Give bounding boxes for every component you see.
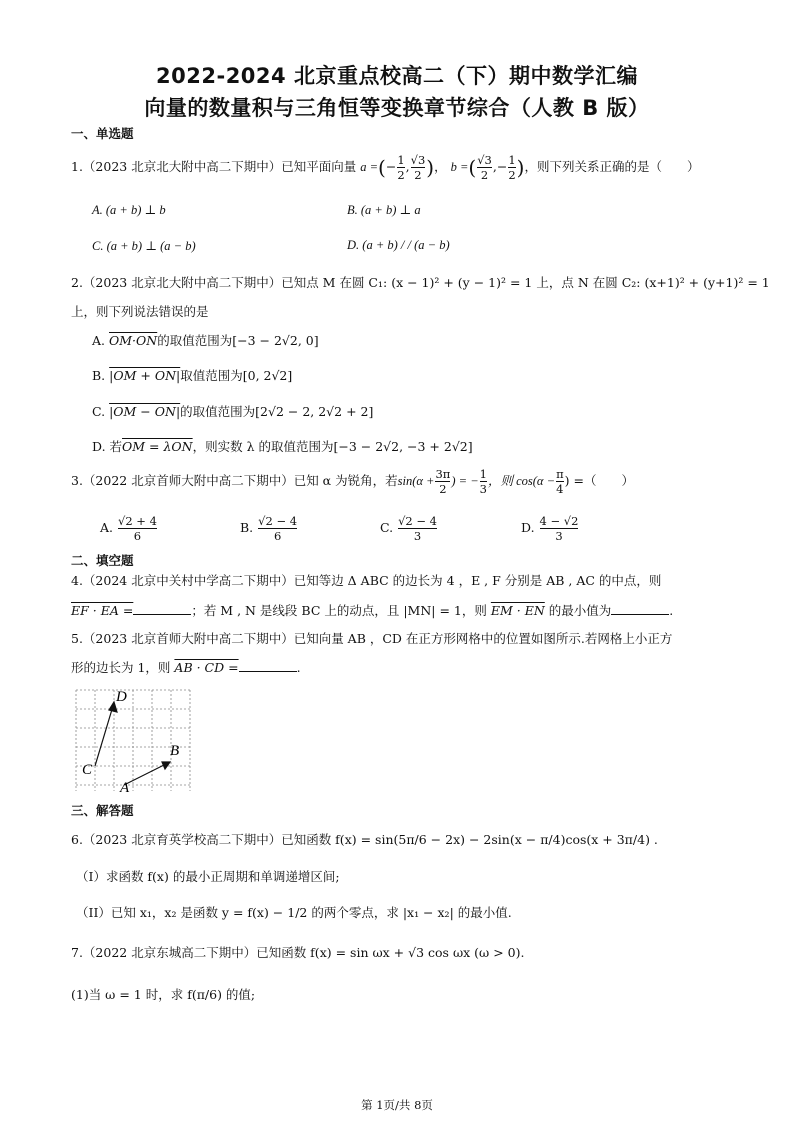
section-single-choice: 一、单选题: [71, 126, 134, 141]
question-2-line2: 上，则下列说法错误的是: [71, 304, 209, 319]
question-1: 1.（2023 北京北大附中高二下期中）已知平面向量 a =(− $\frac{1}{2}$ , $\frac{√3}{2}$ )， b =( $\frac{√3}{2}$ ,− $\frac{1}{2}$ )，则下列关系正确的是（ ）: [71, 153, 700, 182]
q2-option-a: A. OM·ON的取值范围为[−3 − 2√2, 0]: [92, 333, 319, 348]
q1-suffix: ，则下列关系正确的是（ ）: [524, 159, 700, 174]
question-5-line1: 5.（2023 北京首师大附中高二下期中）已知向量 AB ，CD 在正方形网格中的位置如图所示.若网格上小正方: [71, 631, 673, 646]
question-6-part2: （II）已知 x₁，x₂ 是函数 y = f(x) − 1/2 的两个零点，求 |x₁ − x₂| 的最小值.: [76, 905, 512, 920]
q1-b-label: b =: [450, 160, 469, 174]
q2-option-d: D. 若OM = λON，则实数 λ 的取值范围为[−3 − 2√2, −3 + 2√2]: [92, 439, 473, 454]
q1-a-x: $\frac{1}{2}$: [397, 153, 405, 182]
page-title-line2: 向量的数量积与三角恒等变换章节综合（人教 B 版）: [144, 96, 650, 120]
question-5-line2: 形的边长为 1，则 AB · CD = .: [71, 660, 301, 675]
question-4-line2: EF · EA = ；若 M , N 是线段 BC 上的动点，且 |MN| = 1，则 EM · EN 的最小值为 .: [71, 603, 674, 618]
q2-option-b: B. |OM + ON|取值范围为[0, 2√2]: [92, 368, 293, 383]
section-fill-in: 二、填空题: [71, 553, 134, 568]
q1-option-d: D. (a + b) / / (a − b): [347, 238, 450, 252]
label-b: B: [170, 743, 180, 759]
label-c: C: [82, 762, 93, 778]
question-7-part1: (1)当 ω = 1 时，求 f(π/6) 的值;: [71, 987, 256, 1002]
question-6-line1: 6.（2023 北京育英学校高二下期中）已知函数 f(x) = sin(5π/6 − 2x) − 2sin(x − π/4)cos(x + 3π/4) .: [71, 832, 658, 847]
question-3: 3.（2022 北京首师大附中高二下期中）已知 α 为锐角，若sin(α + $\frac{3\pi}{2}$ ) = − $\frac{1}{3}$ ，则 cos(α − $\frac{\pi}{4}$ ) =（ ）: [71, 467, 634, 496]
vector-grid-figure: [74, 688, 192, 794]
page-footer: 第 1页/共 8页: [361, 1098, 433, 1112]
q1-a-y: $\frac{√3}{2}$: [410, 153, 426, 182]
q1-option-c: C. (a + b) ⊥ (a − b): [92, 239, 196, 253]
q1-a-label: a =: [360, 160, 379, 174]
q1-option-b: B. (a + b) ⊥ a: [347, 203, 421, 217]
vector-ab-arrowhead: [162, 762, 170, 769]
q3-option-a: A. $\frac{√2 + 4}{6}$: [100, 514, 157, 543]
q1-option-a: A. (a + b) ⊥ b: [92, 203, 166, 217]
vector-ab: [124, 764, 166, 785]
question-6-part1: （I）求函数 f(x) 的最小正周期和单调递增区间;: [76, 869, 340, 884]
q1-b-x: $\frac{√3}{2}$: [477, 153, 492, 182]
question-2-line1: 2.（2023 北京北大附中高二下期中）已知点 M 在圆 C₁: (x − 1)² + (y − 1)² = 1 上，点 N 在圆 C₂: (x+1)² + (y+1)² = 1: [71, 275, 770, 290]
label-a: A: [120, 780, 130, 794]
q2-option-c: C. |OM − ON|的取值范围为[2√2 − 2, 2√2 + 2]: [92, 404, 374, 419]
page-title-line1: 2022-2024 北京重点校高二（下）期中数学汇编: [156, 64, 638, 88]
q1-b-y: $\frac{1}{2}$: [508, 153, 516, 182]
vector-cd: [95, 706, 113, 766]
label-d: D: [116, 689, 127, 705]
question-4-line1: 4.（2024 北京中关村中学高二下期中）已知等边 Δ ABC 的边长为 4 ，E , F 分别是 AB , AC 的中点，则: [71, 573, 662, 588]
q1-prefix: 1.（2023 北京北大附中高二下期中）已知平面向量: [71, 159, 357, 174]
q3-option-b: B. $\frac{√2 - 4}{6}$: [240, 514, 298, 543]
section-solution: 三、解答题: [71, 803, 134, 818]
q3-option-c: C. $\frac{√2 - 4}{3}$: [380, 514, 437, 543]
q3-option-d: D. $\frac{4 - √2}{3}$: [521, 514, 579, 543]
question-7-line1: 7.（2022 北京东城高二下期中）已知函数 f(x) = sin ωx + √3 cos ωx (ω > 0).: [71, 945, 525, 960]
